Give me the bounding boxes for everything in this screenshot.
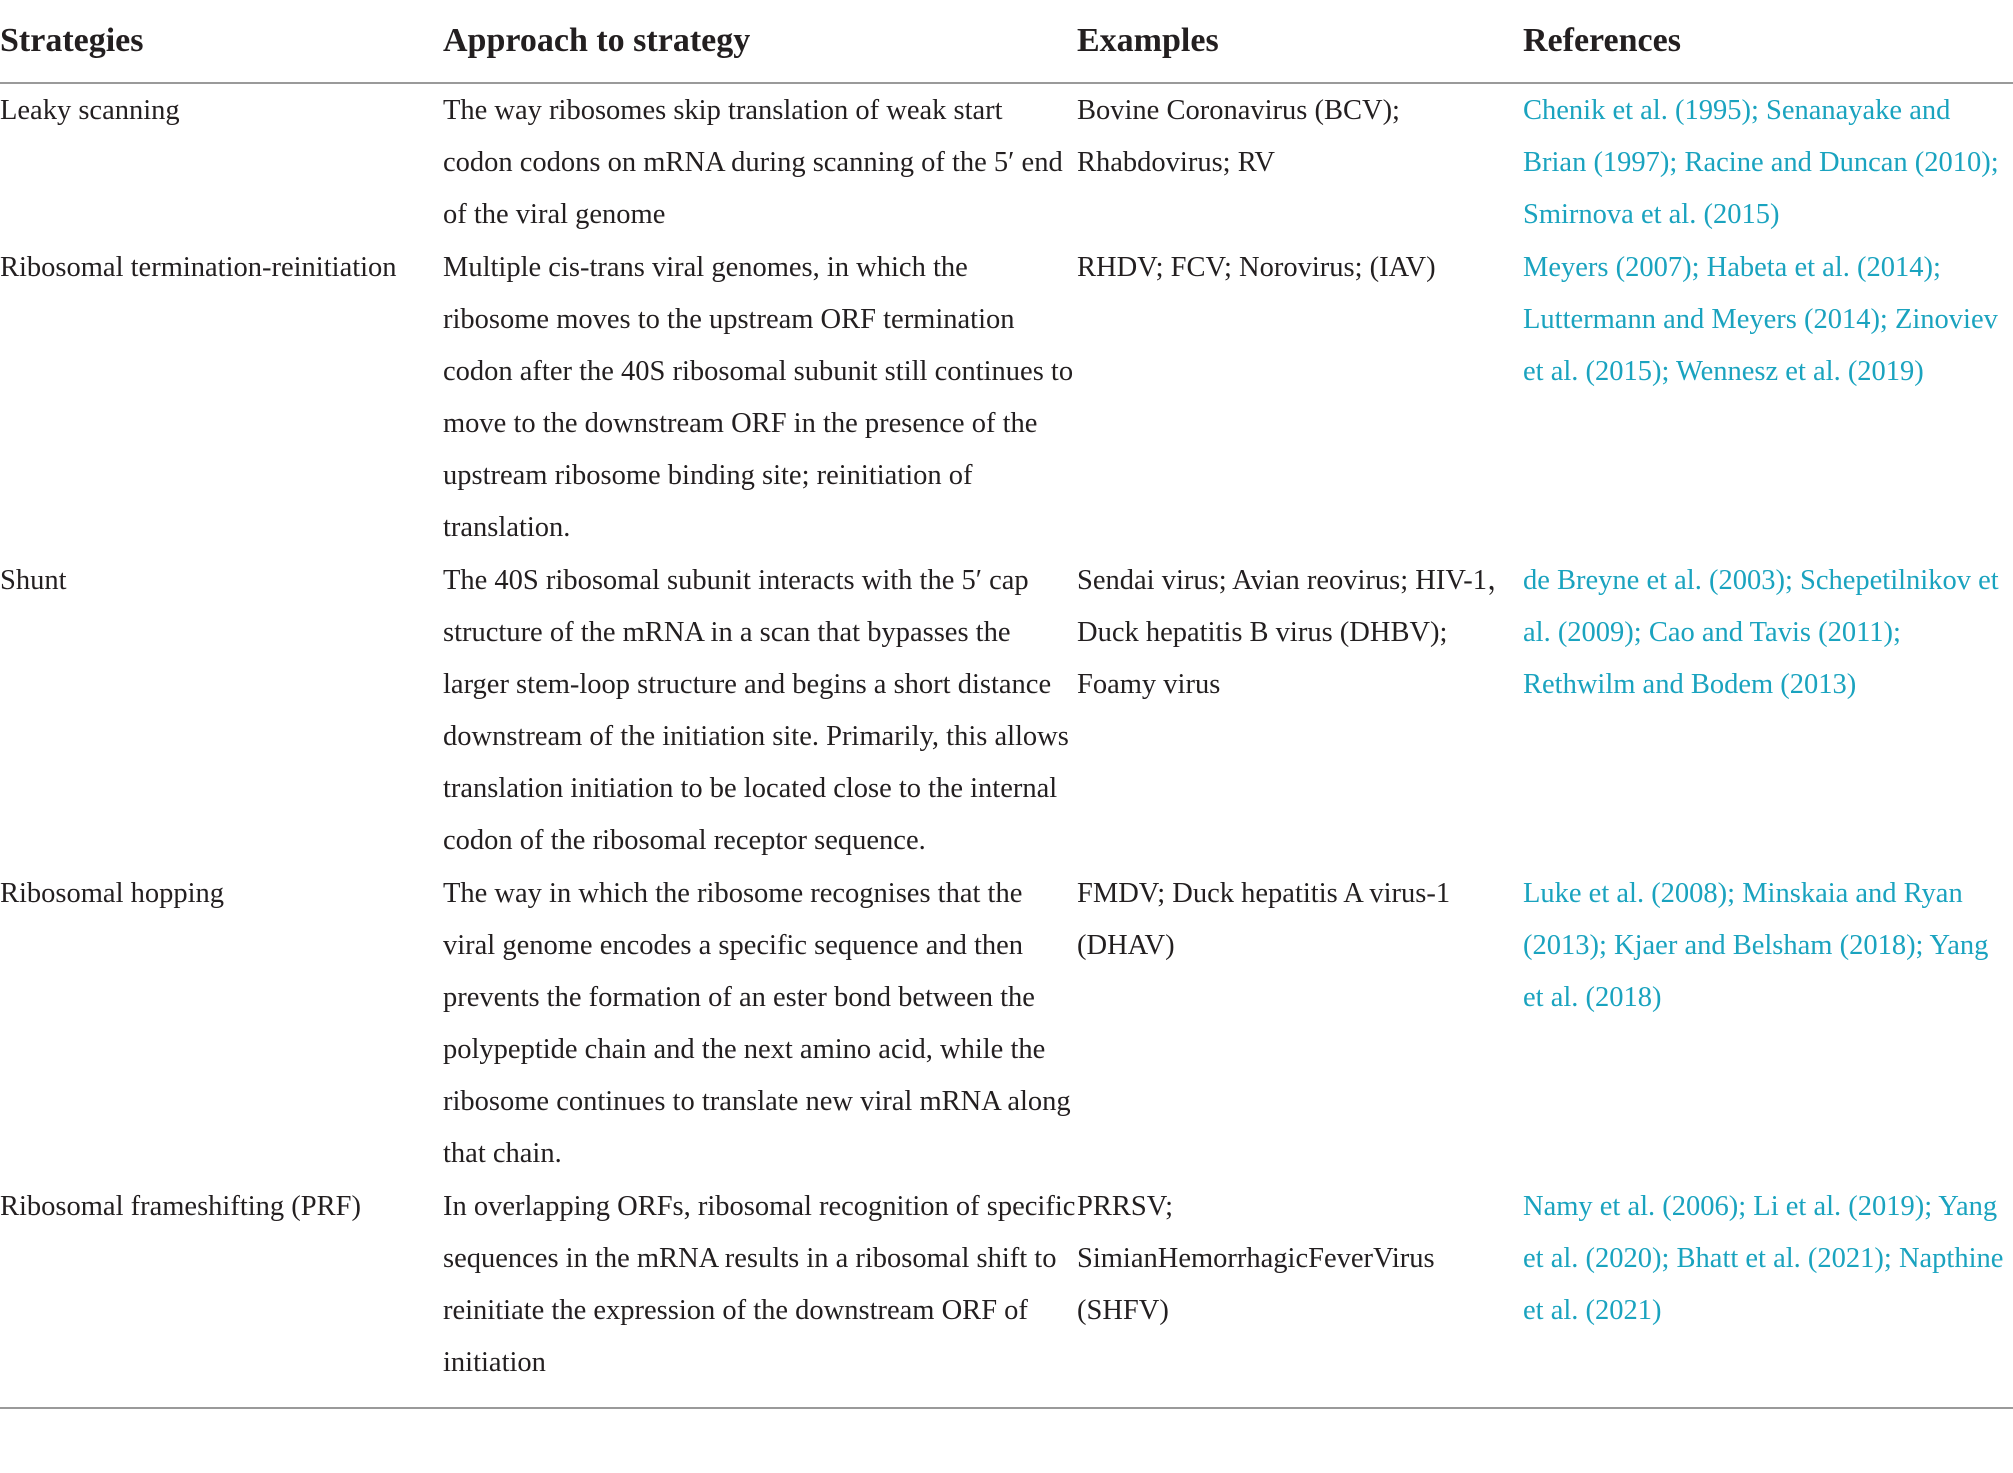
table-row (0, 1180, 2013, 1389)
examples-cell: Bovine Coronavirus (BCV); Rhabdovirus; RV (1077, 95, 1400, 178)
references-link[interactable]: Chenik et al. (1995); Senanayake and Brian (1997); Racine and Duncan (2010); Smirnova et al. (2015) (1523, 95, 1999, 230)
examples-cell: PRRSV; SimianHemorrhagicFeverVirus (SHFV) (1077, 1191, 1435, 1326)
references-link[interactable]: Namy et al. (2006); Li et al. (2019); Yang et al. (2020); Bhatt et al. (2021); Napthine et al. (2021) (1523, 1191, 2004, 1326)
table-row (0, 867, 2013, 1180)
table-row (0, 554, 2013, 867)
references-link[interactable]: Meyers (2007); Habeta et al. (2014); Luttermann and Meyers (2014); Zinoviev et al. (2015); Wennesz et al. (2019) (1523, 252, 1998, 387)
examples-cell: Sendai virus; Avian reovirus; HIV-1， Duck hepatitis B virus (DHBV); Foamy virus (1077, 565, 1516, 700)
header-examples: Examples (1077, 22, 1219, 59)
examples-cell: RHDV; FCV; Norovirus; (IAV) (1077, 252, 1436, 283)
strategy-cell: Ribosomal frameshifting (PRF) (0, 1191, 361, 1222)
header-references: References (1523, 22, 1681, 59)
references-link[interactable]: de Breyne et al. (2003); Schepetilnikov et al. (2009); Cao and Tavis (2011); Rethwilm and Bodem (2013) (1523, 565, 1999, 700)
approach-cell: The way in which the ribosome recognises that the viral genome encodes a specific sequence and then prevents the formation of an ester bond between the polypeptide chain and the next amino acid, while the ribosome continues to translate new viral mRNA along that chain. (443, 878, 1071, 1169)
examples-cell: FMDV; Duck hepatitis A virus-1 (DHAV) (1077, 878, 1451, 961)
strategy-cell: Leaky scanning (0, 95, 180, 126)
table-header (0, 0, 2013, 84)
table-row (0, 84, 2013, 241)
strategy-cell: Ribosomal termination-reinitiation (0, 252, 397, 283)
references-link[interactable]: Luke et al. (2008); Minskaia and Ryan (2013); Kjaer and Belsham (2018); Yang et al. (2018) (1523, 878, 1989, 1013)
table-bottom-rule (0, 1407, 2013, 1409)
strategy-cell: Ribosomal hopping (0, 878, 225, 909)
approach-cell: In overlapping ORFs, ribosomal recognition of specific sequences in the mRNA results in a ribosomal shift to reinitiate the expression of the downstream ORF of initiation (443, 1191, 1076, 1378)
approach-cell: The 40S ribosomal subunit interacts with the 5′ cap structure of the mRNA in a scan that bypasses the larger stem-loop structure and begins a short distance downstream of the initiation site. Primarily, this allows translation initiation to be located close to the internal codon of the ribosomal receptor sequence. (443, 565, 1069, 856)
strategy-cell: Shunt (0, 565, 67, 596)
header-approach: Approach to strategy (443, 22, 751, 59)
approach-cell: Multiple cis-trans viral genomes, in which the ribosome moves to the upstream ORF termination codon after the 40S ribosomal subunit still continues to move to the downstream ORF in the presence of the upstream ribosome binding site; reinitiation of translation. (443, 252, 1074, 543)
approach-cell: The way ribosomes skip translation of weak start codon codons on mRNA during scanning of the 5′ end of the viral genome (443, 95, 1063, 230)
header-strategies: Strategies (0, 22, 144, 59)
table-row (0, 241, 2013, 554)
